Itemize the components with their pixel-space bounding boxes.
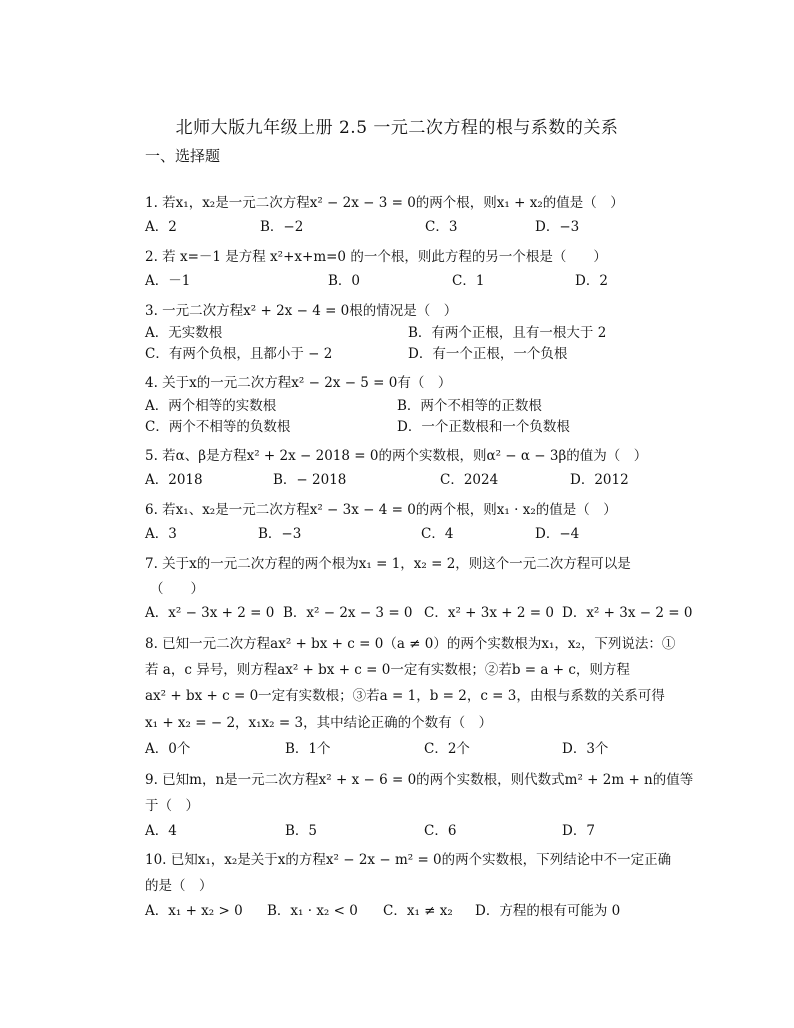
option-c: C．2个 bbox=[424, 741, 470, 757]
question-3: 3. 一元二次方程x² + 2x − 4 = 0根的情况是（ ） bbox=[145, 303, 458, 319]
option-d: D．有一个正根，一个负根 bbox=[408, 346, 568, 362]
question-8-line-3: ax² + bx + c = 0一定有实数根；③若a = 1，b = 2，c = 3，由根与系数的关系可得 bbox=[145, 688, 665, 704]
question-9-options bbox=[145, 819, 705, 837]
option-c: C．3 bbox=[425, 219, 458, 235]
option-d: D．−3 bbox=[535, 219, 580, 235]
question-6: 6. 若x₁、x₂是一元二次方程x² − 3x − 4 = 0的两个根，则x₁ · x₂的值是（ ） bbox=[145, 502, 617, 518]
question-7-options bbox=[145, 601, 693, 621]
option-d: D．2 bbox=[575, 273, 608, 289]
option-d: D．x² + 3x − 2 = 0 bbox=[562, 605, 693, 621]
option-c: C．有两个负根，且都小于 − 2 bbox=[145, 346, 333, 362]
question-7: 7. 关于x的一元二次方程的两个根为x₁ = 1，x₂ = 2，则这个一元二次方程可以是 bbox=[145, 556, 631, 572]
option-a: A．0个 bbox=[145, 741, 191, 757]
option-a: A．无实数根 bbox=[145, 325, 223, 341]
question-8: 8. 已知一元二次方程ax² + bx + c = 0（a ≠ 0）的两个实数根为x₁，x₂，下列说法：① bbox=[145, 636, 676, 652]
option-a: A．2 bbox=[145, 219, 177, 235]
option-d: D．−4 bbox=[535, 526, 580, 542]
option-d: D．方程的根有可能为 0 bbox=[475, 903, 621, 919]
question-10: 10. 已知x₁，x₂是关于x的方程x² − 2x − m² = 0的两个实数根，下列结论中不一定正确 bbox=[145, 852, 672, 868]
question-1: 1. 若x₁，x₂是一元二次方程x² − 2x − 3 = 0的两个根，则x₁ + x₂的值是（ ） bbox=[145, 195, 624, 211]
question-8-line-4: x₁ + x₂ = − 2，x₁x₂ = 3，其中结论正确的个数有（ ） bbox=[145, 715, 493, 731]
question-6-options bbox=[145, 522, 705, 540]
question-10-options bbox=[145, 899, 665, 917]
option-b: B．有两个正根，且有一根大于 2 bbox=[408, 325, 607, 341]
question-2-options bbox=[145, 269, 705, 287]
option-b: B．0 bbox=[328, 273, 361, 289]
page-title: 北师大版九年级上册 2.5 一元二次方程的根与系数的关系 bbox=[175, 118, 619, 138]
option-c: C．两个不相等的负数根 bbox=[145, 419, 291, 435]
option-c: C．2024 bbox=[440, 472, 499, 488]
option-c: C．4 bbox=[421, 526, 454, 542]
section-heading: 一、选择题 bbox=[145, 147, 221, 165]
option-a: A．x² − 3x + 2 = 0 bbox=[145, 605, 275, 621]
option-d: D．3个 bbox=[562, 741, 609, 757]
option-a: A．两个相等的实数根 bbox=[145, 398, 277, 414]
option-b: B．−2 bbox=[260, 219, 304, 235]
option-c: C．1 bbox=[452, 273, 485, 289]
option-b: B．5 bbox=[285, 823, 318, 839]
option-a: A．－1 bbox=[145, 273, 191, 289]
option-b: B．−3 bbox=[258, 526, 302, 542]
question-4: 4. 关于x的一元二次方程x² − 2x − 5 = 0有（ ） bbox=[145, 375, 452, 391]
question-7-blank: （ ） bbox=[150, 581, 204, 597]
option-a: A．2018 bbox=[145, 472, 203, 488]
option-b: B．− 2018 bbox=[273, 472, 347, 488]
question-10-line-2: 的是（ ） bbox=[145, 878, 213, 894]
question-1-options bbox=[145, 215, 705, 233]
option-b: B．1个 bbox=[285, 741, 331, 757]
question-9-line-2: 于（ ） bbox=[145, 798, 199, 814]
question-2: 2. 若 x=－1 是方程 x²+x+m=0 的一个根，则此方程的另一个根是（ ） bbox=[145, 249, 607, 265]
question-9: 9. 已知m，n是一元二次方程x² + x − 6 = 0的两个实数根，则代数式m² + 2m + n的值等 bbox=[145, 772, 694, 788]
option-b: B．x₁ · x₂ < 0 bbox=[267, 903, 358, 919]
option-d: D．一个正数根和一个负数根 bbox=[397, 419, 570, 435]
option-c: C．x₁ ≠ x₂ bbox=[383, 903, 453, 919]
option-c: C．x² + 3x + 2 = 0 bbox=[424, 605, 554, 621]
question-5: 5. 若α、β是方程x² + 2x − 2018 = 0的两个实数根，则α² − α − 3β的值为（ ） bbox=[145, 448, 648, 464]
option-c: C．6 bbox=[424, 823, 457, 839]
option-b: B．两个不相等的正数根 bbox=[397, 398, 542, 414]
question-5-options bbox=[145, 468, 705, 486]
option-a: A．4 bbox=[145, 823, 177, 839]
option-b: B．x² − 2x − 3 = 0 bbox=[283, 605, 413, 621]
option-a: A．3 bbox=[145, 526, 177, 542]
option-d: D．7 bbox=[562, 823, 595, 839]
question-8-line-2: 若 a，c 异号，则方程ax² + bx + c = 0一定有实数根；②若b = a + c，则方程 bbox=[145, 662, 630, 678]
option-d: D．2012 bbox=[570, 472, 629, 488]
option-a: A．x₁ + x₂ > 0 bbox=[145, 903, 243, 919]
question-8-options bbox=[145, 737, 705, 755]
